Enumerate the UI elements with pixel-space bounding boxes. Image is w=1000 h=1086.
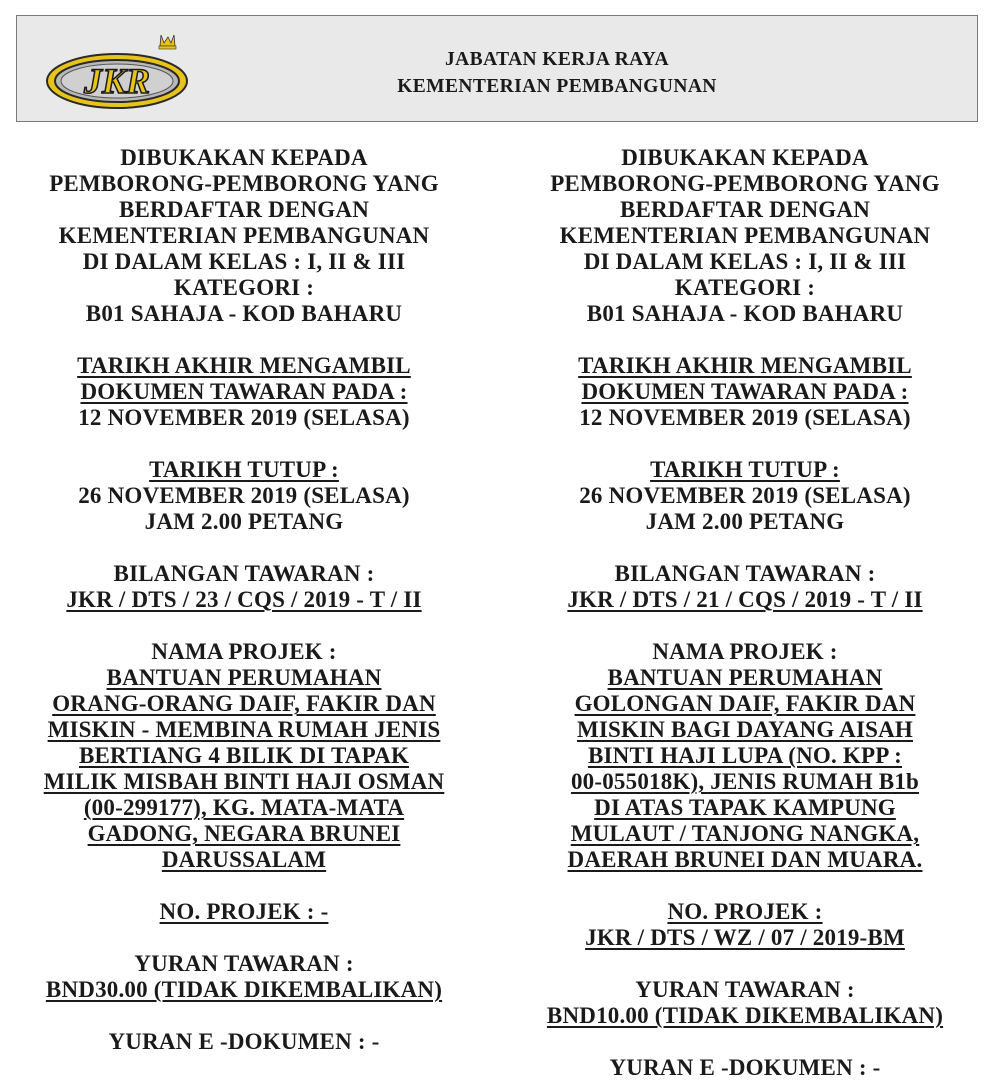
tender-number-block: [506, 561, 984, 613]
project-number-label: NO. PROJEK :: [667, 899, 823, 924]
eligibility-block: [506, 145, 984, 327]
project-name-line: BINTI HAJI LUPA (NO. KPP :: [587, 743, 902, 768]
closing-time-value: JAM 2.00 PETANG: [144, 509, 344, 534]
project-name-line: MISKIN - MEMBINA RUMAH JENIS: [47, 717, 441, 742]
eligibility-line: KEMENTERIAN PEMBANGUNAN: [58, 223, 430, 248]
edocument-fee: YURAN E -DOKUMEN : -: [609, 1055, 881, 1080]
eligibility-line: DIBUKAKAN KEPADA: [621, 145, 869, 170]
header-title: [317, 46, 797, 100]
tender-number-label: BILANGAN TAWARAN :: [614, 561, 876, 586]
tender-fee-label: YURAN TAWARAN :: [635, 977, 855, 1002]
document-deadline-label: TARIKH AKHIR MENGAMBIL: [77, 353, 411, 378]
eligibility-block: [5, 145, 483, 327]
project-name-line: DARUSSALAM: [161, 847, 327, 872]
tender-number-label: BILANGAN TAWARAN :: [113, 561, 375, 586]
eligibility-line: DI DALAM KELAS : I, II & III: [82, 249, 406, 274]
tender-number-value: JKR / DTS / 23 / CQS / 2019 - T / II: [66, 587, 422, 612]
project-name-line: MILIK MISBAH BINTI HAJI OSMAN: [43, 769, 445, 794]
eligibility-line: DIBUKAKAN KEPADA: [120, 145, 368, 170]
tender-number-block: [5, 561, 483, 613]
eligibility-line: PEMBORONG-PEMBORONG YANG: [49, 171, 439, 196]
eligibility-line: PEMBORONG-PEMBORONG YANG: [550, 171, 940, 196]
tender-number-value: JKR / DTS / 21 / CQS / 2019 - T / II: [567, 587, 923, 612]
eligibility-line: BERDAFTAR DENGAN: [619, 197, 871, 222]
closing-date-block: [506, 457, 984, 535]
tender-notice-right: [506, 145, 984, 1081]
document-deadline-value: 12 NOVEMBER 2019 (SELASA): [78, 405, 410, 430]
document-deadline-label: TARIKH AKHIR MENGAMBIL: [578, 353, 912, 378]
project-name-label: NAMA PROJEK :: [652, 639, 838, 664]
eligibility-line: KATEGORI :: [173, 275, 315, 300]
project-name-line: BANTUAN PERUMAHAN: [607, 665, 883, 690]
project-name-line: BANTUAN PERUMAHAN: [106, 665, 382, 690]
project-name-block: [506, 639, 984, 873]
jkr-logo: [43, 29, 199, 115]
project-name-line: 00-055018K), JENIS RUMAH B1b: [570, 769, 920, 794]
document-deadline-label: DOKUMEN TAWARAN PADA :: [581, 379, 909, 404]
crown-icon: [159, 35, 176, 49]
eligibility-line: B01 SAHAJA - KOD BAHARU: [85, 301, 403, 326]
project-name-line: ORANG-ORANG DAIF, FAKIR DAN: [52, 691, 436, 716]
edocument-fee-block: [5, 1029, 483, 1055]
project-name-line: GADONG, NEGARA BRUNEI: [87, 821, 401, 846]
closing-date-value: 26 NOVEMBER 2019 (SELASA): [579, 483, 911, 508]
eligibility-line: KATEGORI :: [674, 275, 816, 300]
tender-fee-value: BND10.00 (TIDAK DIKEMBALIKAN): [546, 1003, 944, 1028]
header-line-ministry: KEMENTERIAN PEMBANGUNAN: [397, 76, 717, 97]
document-deadline-block: [506, 353, 984, 431]
project-name-line: DI ATAS TAPAK KAMPUNG: [594, 795, 896, 820]
project-number-value: JKR / DTS / WZ / 07 / 2019-BM: [585, 925, 905, 950]
edocument-fee-block: [506, 1055, 984, 1081]
project-name-line: MULAUT / TANJONG NANGKA,: [570, 821, 920, 846]
project-name-block: [5, 639, 483, 873]
tender-fee-block: [506, 977, 984, 1029]
eligibility-line: DI DALAM KELAS : I, II & III: [583, 249, 907, 274]
closing-date-block: [5, 457, 483, 535]
document-deadline-label: DOKUMEN TAWARAN PADA :: [80, 379, 408, 404]
closing-date-label: TARIKH TUTUP :: [149, 457, 339, 482]
project-number: NO. PROJEK : -: [159, 899, 329, 924]
project-name-label: NAMA PROJEK :: [151, 639, 337, 664]
document-deadline-block: [5, 353, 483, 431]
tender-fee-block: [5, 951, 483, 1003]
header-line-department: JABATAN KERJA RAYA: [445, 49, 669, 70]
project-number-block: [506, 899, 984, 951]
project-name-line: BERTIANG 4 BILIK DI TAPAK: [78, 743, 410, 768]
project-name-line: DAERAH BRUNEI DAN MUARA.: [567, 847, 923, 872]
edocument-fee: YURAN E -DOKUMEN : -: [108, 1029, 380, 1054]
document-deadline-value: 12 NOVEMBER 2019 (SELASA): [579, 405, 911, 430]
logo-text: JKR: [83, 61, 151, 101]
closing-date-value: 26 NOVEMBER 2019 (SELASA): [78, 483, 410, 508]
project-name-line: GOLONGAN DAIF, FAKIR DAN: [574, 691, 916, 716]
closing-time-value: JAM 2.00 PETANG: [645, 509, 845, 534]
tender-fee-label: YURAN TAWARAN :: [134, 951, 354, 976]
eligibility-line: BERDAFTAR DENGAN: [118, 197, 370, 222]
tender-fee-value: BND30.00 (TIDAK DIKEMBALIKAN): [45, 977, 443, 1002]
header-banner: [16, 15, 978, 122]
eligibility-line: B01 SAHAJA - KOD BAHARU: [586, 301, 904, 326]
project-name-line: (00-299177), KG. MATA-MATA: [83, 795, 405, 820]
eligibility-line: KEMENTERIAN PEMBANGUNAN: [559, 223, 931, 248]
project-number-block: [5, 899, 483, 925]
project-name-line: MISKIN BAGI DAYANG AISAH: [576, 717, 914, 742]
closing-date-label: TARIKH TUTUP :: [650, 457, 840, 482]
tender-notice-left: [5, 145, 483, 1055]
